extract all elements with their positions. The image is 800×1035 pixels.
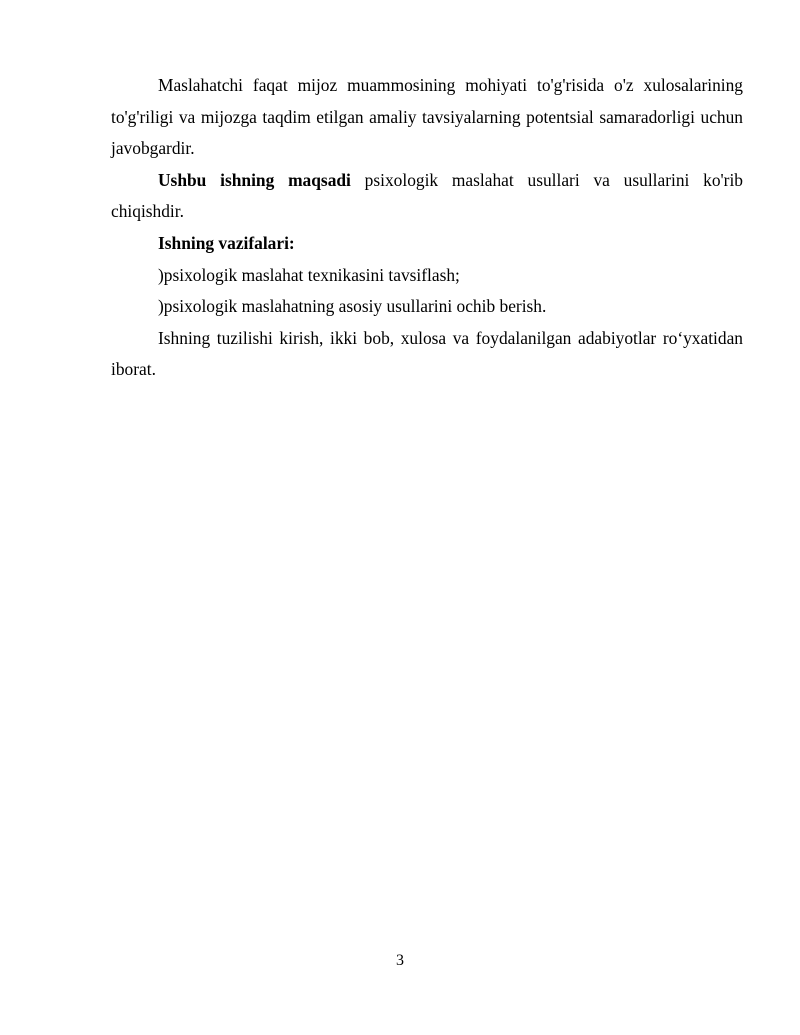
paragraph-responsibility-text: Maslahatchi faqat mijoz muammosining mohiyati to'g'risida o'z xulosalarining to'g'riligi va mijozga taqdim etilgan amaliy tavsiyalarning potentsial samaradorligi uchun javobgardir. — [111, 75, 743, 159]
paragraph-structure — [111, 323, 743, 386]
task-item-1 — [111, 260, 743, 292]
paragraph-goal — [111, 165, 748, 228]
page-number: 3 — [396, 952, 404, 969]
paragraph-structure-text: Ishning tuzilishi kirish, ikki bob, xulosa va foydalanilgan adabiyotlar ro‘yxatidan iborat. — [111, 327, 743, 380]
goal-heading: Ushbu ishning maqsadi — [158, 169, 351, 190]
paragraph-responsibility — [111, 70, 743, 165]
goal-text: psixologik maslahat usullari va usullarini ko'rib chiqishdir. — [111, 169, 748, 222]
document-body — [111, 70, 748, 386]
task-item-2 — [111, 291, 743, 323]
tasks-heading: Ishning vazifalari: — [158, 232, 295, 253]
paragraph-tasks-heading — [111, 228, 743, 260]
task-item-1-text: )psixologik maslahat texnikasini tavsiflash; — [158, 264, 460, 285]
task-item-2-text: )psixologik maslahatning asosiy usullarini ochib berish. — [158, 296, 547, 317]
